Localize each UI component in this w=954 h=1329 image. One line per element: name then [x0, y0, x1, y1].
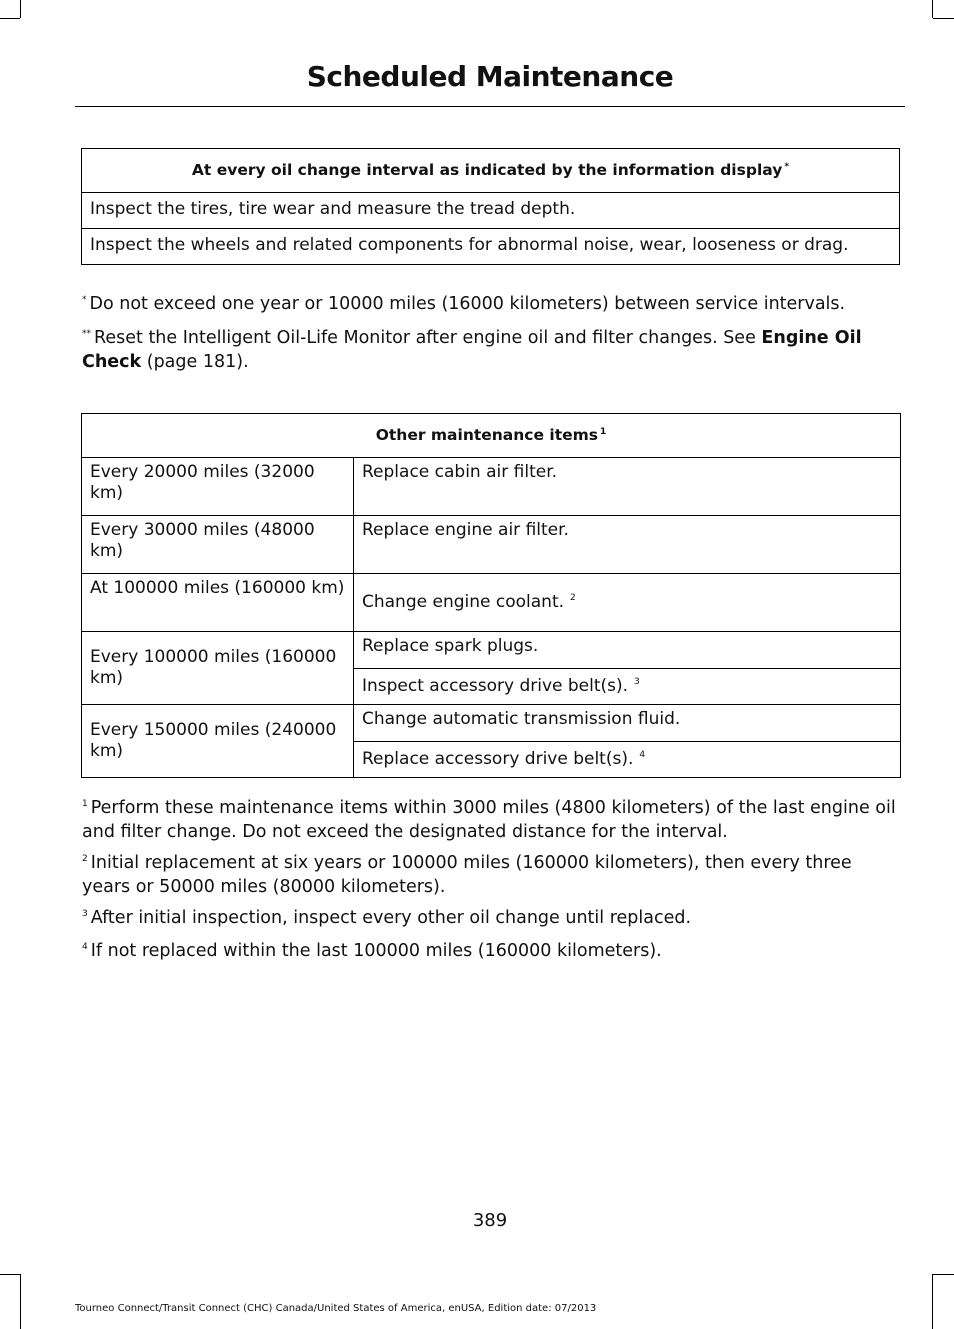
interval-cell: Every 20000 miles (32000 km) [82, 458, 354, 516]
table-cell: Inspect the wheels and related components for abnormal noise, wear, looseness or drag. [82, 229, 900, 265]
crop-mark [933, 1274, 954, 1275]
footnote-mark: * [784, 161, 790, 172]
edition-footer: Tourneo Connect/Transit Connect (CHC) Canada/United States of America, enUSA, Edition date: 07/2013 [75, 1303, 597, 1314]
footnote-mark: ** [82, 329, 91, 340]
crop-mark [932, 1313, 933, 1329]
page-reference: (page 181). [141, 352, 249, 372]
action-text: Inspect accessory drive belt(s). [362, 676, 629, 696]
action-text: Replace engine air filter. [362, 520, 569, 540]
footnote-text: If not replaced within the last 100000 miles (160000 kilometers). [90, 941, 662, 961]
footnote-text: Initial replacement at six years or 100000 miles (160000 kilometers), then every three years or 50000 miles (80000 kilometers). [82, 853, 852, 897]
table-row [82, 574, 901, 632]
page-number: 389 [472, 1210, 508, 1231]
crop-mark [933, 18, 954, 19]
footnote [82, 851, 902, 899]
footnote-text: Perform these maintenance items within 3000 miles (4800 kilometers) of the last engine oil and filter change. Do not exceed the designated distance for the interval. [82, 798, 896, 842]
action-cell [354, 705, 901, 742]
table-row [82, 632, 901, 669]
footnote-mark: 3 [634, 677, 640, 688]
footnote-mark: 1 [600, 426, 607, 437]
title-rule [75, 106, 905, 107]
interval-cell: Every 100000 miles (160000 km) [82, 632, 354, 705]
footnote [82, 796, 902, 844]
crop-mark [20, 1313, 21, 1329]
crop-mark [0, 18, 20, 19]
footnote [82, 939, 902, 963]
table-cell: Inspect the tires, tire wear and measure the tread depth. [82, 193, 900, 229]
table-row [82, 516, 901, 574]
table-header [82, 149, 900, 193]
action-cell [354, 742, 901, 778]
action-text: Change automatic transmission fluid. [362, 709, 681, 729]
footnote-text: Reset the Intelligent Oil-Life Monitor after engine oil and filter changes. See [94, 328, 762, 348]
action-cell [354, 458, 901, 516]
table-row [82, 458, 901, 516]
crop-mark [932, 0, 933, 18]
action-text: Replace cabin air filter. [362, 462, 558, 482]
footnote-text: After initial inspection, inspect every other oil change until replaced. [90, 908, 692, 928]
action-cell [354, 516, 901, 574]
footnote-mark: 2 [82, 854, 88, 865]
footnote-text: Do not exceed one year or 10000 miles (16000 kilometers) between service intervals. [89, 294, 846, 314]
table-row [82, 705, 901, 742]
footnote-mark: 3 [82, 909, 88, 920]
action-cell [354, 574, 901, 632]
action-cell [354, 669, 901, 705]
page-title: Scheduled Maintenance [306, 60, 674, 93]
crop-mark [20, 0, 21, 18]
interval-cell: Every 150000 miles (240000 km) [82, 705, 354, 778]
footnote-mark: 2 [570, 593, 576, 604]
footnote [82, 906, 902, 930]
action-text: Replace spark plugs. [362, 636, 539, 656]
footnote-mark: 4 [639, 750, 646, 761]
crop-mark [0, 1274, 20, 1275]
interval-cell: Every 30000 miles (48000 km) [82, 516, 354, 574]
table-header [82, 414, 901, 458]
action-text: Replace accessory drive belt(s). [362, 749, 634, 769]
footnote-mark: 1 [82, 799, 88, 810]
footnote-mark: * [82, 295, 87, 306]
oil-change-table [81, 148, 900, 265]
footnote [82, 292, 902, 316]
action-cell [354, 632, 901, 669]
table-header-text: Other maintenance items [375, 426, 599, 444]
cross-reference-link[interactable]: Engine Oil Check [82, 328, 862, 372]
table-header-text: At every oil change interval as indicated by the information display [191, 161, 783, 179]
action-text: Change engine coolant. [362, 592, 565, 612]
footnote-mark: 4 [82, 942, 88, 953]
other-maintenance-table [81, 413, 901, 778]
footnote [82, 326, 902, 374]
interval-cell: At 100000 miles (160000 km) [82, 574, 354, 632]
